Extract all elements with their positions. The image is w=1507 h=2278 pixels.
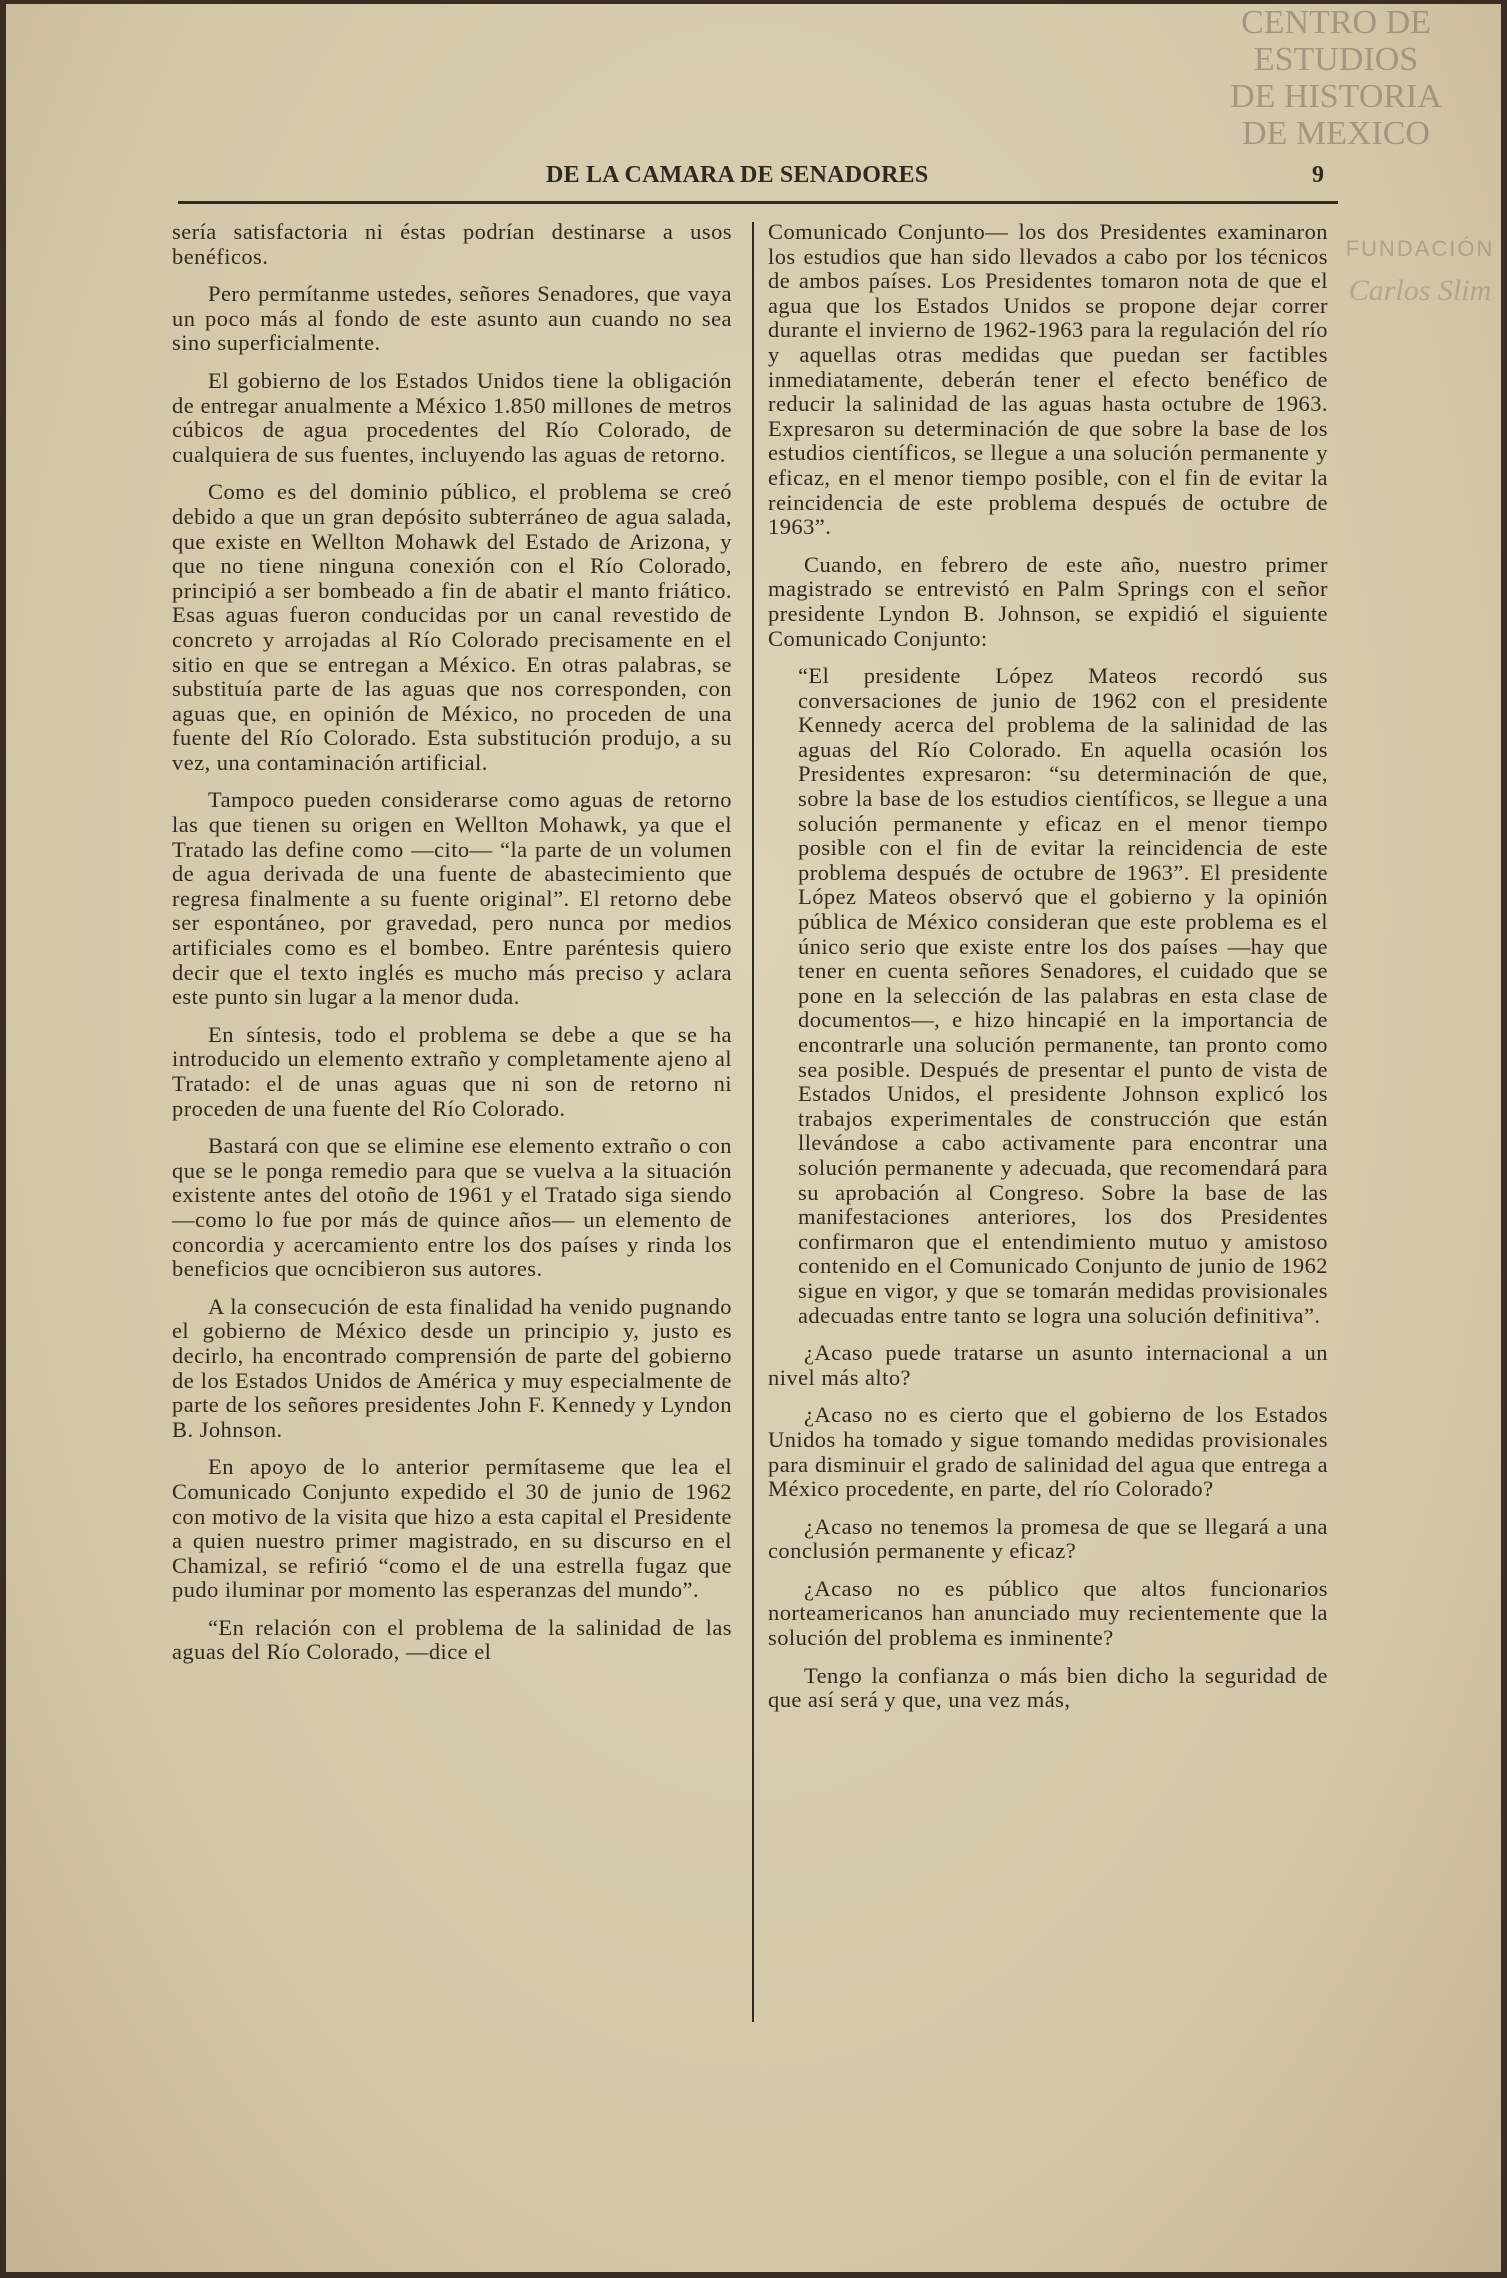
paragraph: Cuando, en febrero de este año, nuestro primer magistrado se entrevistó en Palm Springs con el señor presidente Lyndon B. Johnson, se expidió el siguiente Comunicado Conjunto:	[768, 551, 1328, 651]
paragraph: ¿Acaso no es cierto que el gobierno de los Estados Unidos ha tomado y sigue tomando medidas provisionales para disminuir el grado de salinidad del agua que entrega a México procedente, en parte, del río Colorado?	[768, 1402, 1328, 1502]
watermark-signature: Carlos Slim	[1348, 274, 1492, 307]
document-page	[6, 4, 1501, 2272]
paragraph: A la consecución de esta finalidad ha venido pugnando el gobierno de México desde un principio y, justo es decirlo, ha encontrado comprensión de parte del gobierno de los Estados Unidos de América y muy especialmente de parte de los señores presidentes John F. Kennedy y Lyndon B. Johnson.	[172, 1293, 732, 1442]
column-divider	[752, 222, 754, 2022]
watermark-line: ESTUDIOS	[1253, 41, 1419, 78]
paragraph: En apoyo de lo anterior permítaseme que lea el Comunicado Conjunto expedido el 30 de junio de 1962 con motivo de la visita que hizo a esta capital el Presidente a quien nuestro primer magistrado, en su discurso en el Chamizal, se refirió “como el de una estrella fugaz que pudo iluminar por momento las esperanzas del mundo”.	[172, 1454, 732, 1603]
running-header: DE LA CAMARA DE SENADORES	[546, 162, 929, 188]
paragraph: sería satisfactoria ni éstas podrían destinarse a usos benéficos.	[172, 219, 732, 269]
quoted-communique: “El presidente López Mateos recordó sus conversaciones de junio de 1962 con el presidente Kennedy acerca del problema de la salinidad de las aguas del Río Colorado. En aquella ocasión los Presidentes expresaron: “su determinación de que, sobre la base de los estudios científicos, se llegue a una solución permanente y eficaz en el menor tiempo posible con el fin de evitar la reincidencia de este problema después de octubre de 1963”. El presidente López Mateos observó que el gobierno y la opinión pública de México consideran que este problema es el único serio que existe entre los dos países —hay que tener en cuenta señores Senadores, el cuidado que se pone en la selección de las palabras en esta clase de documentos—, e hizo hincapié en la importancia de encontrarle una solución permanente, tan pronto como sea posible. Después de presentar el punto de vista de Estados Unidos, el presidente Johnson explicó los trabajos experimentales de construcción que están llevándose a cabo activamente para encontrar una solución permanente y adecuada, que recomendará para su aprobación al Congreso. Sobre la base de las manifestaciones anteriores, los dos Presidentes confirmaron que el entendimiento mutuo y amistoso contenido en el Comunicado Conjunto de junio de 1962 sigue en vigor, y que se tomarán medidas provisionales adecuadas entre tanto se logra una solución definitiva”.	[798, 663, 1328, 1328]
paragraph: Comunicado Conjunto— los dos Presidentes examinaron los estudios que han sido llevados a cabo por los técnicos de ambos países. Los Presidentes tomaron nota de que el agua que los Estados Unidos se propone dejar correr durante el invierno de 1962-1963 para la regulación del río y aquellas otras medidas que puedan ser factibles inmediatamente, deberán tener el efecto benéfico de reducir la salinidad de las aguas hasta octubre de 1963. Expresaron su determinación de que sobre la base de los estudios científicos, se llegue a una solución permanente y eficaz, en el menor tiempo posible, con el fin de evitar la reincidencia de este problema después de octubre de 1963”.	[768, 219, 1328, 540]
paragraph: En síntesis, todo el problema se debe a que se ha introducido un elemento extraño y completamente ajeno al Tratado: el de unas aguas que ni son de retorno ni proceden de una fuente del Río Colorado.	[172, 1021, 732, 1121]
watermark-line: DE MEXICO	[1242, 115, 1430, 152]
watermark-archive	[1176, 4, 1496, 152]
paragraph: Tengo la confianza o más bien dicho la seguridad de que así será y que, una vez más,	[768, 1662, 1328, 1713]
paragraph: ¿Acaso puede tratarse un asunto internacional a un nivel más alto?	[768, 1340, 1328, 1390]
paragraph: El gobierno de los Estados Unidos tiene la obligación de entregar anualmente a México 1.850 millones de metros cúbicos de agua procedentes del Río Colorado, de cualquiera de sus fuentes, incluyendo las aguas de retorno.	[172, 367, 732, 467]
left-column	[172, 220, 732, 1678]
paragraph: “En relación con el problema de la salinidad de las aguas del Río Colorado, —dice el	[172, 1614, 732, 1665]
watermark-line: CENTRO DE	[1241, 4, 1431, 41]
paragraph: Tampoco pueden considerarse como aguas de retorno las que tienen su origen en Wellton Mohawk, ya que el Tratado las define como —cito— “la parte de un volumen de agua derivada de una fuente de abastecimiento que regresa finalmente a su fuente original”. El retorno debe ser espontáneo, por gravedad, pero nunca por medios artificiales como es el bombeo. Entre paréntesis quiero decir que el texto inglés es mucho más preciso y aclara este punto sin lugar a la menor duda.	[172, 787, 732, 1010]
paragraph: Pero permítanme ustedes, señores Senadores, que vaya un poco más al fondo de este asunto aun cuando no sea sino superficialmente.	[172, 281, 732, 356]
paragraph: Como es del dominio público, el problema se creó debido a que un gran depósito subterráneo de agua salada, que existe en Wellton Mohawk del Estado de Arizona, y que no tiene ninguna conexión con el Río Colorado, principió a ser bombeado a fin de abatir el manto friático. Esas aguas fueron conducidas por un canal revestido de concreto y arrojadas al Río Colorado precisamente en el sitio en que se entregan a México. En otras palabras, se substituía parte de las aguas que nos corresponden, con aguas que, en opinión de México, no proceden de una fuente del Río Colorado. Esta substitución produjo, a su vez, una contaminación artificial.	[172, 479, 732, 775]
right-column	[768, 220, 1328, 1726]
paragraph: ¿Acaso no tenemos la promesa de que se llegará a una conclusión permanente y eficaz?	[768, 1513, 1328, 1564]
paragraph: Bastará con que se elimine ese elemento extraño o con que se le ponga remedio para que se vuelva a la situación existente antes del otoño de 1961 y el Tratado siga siendo —como lo fue por más de quince años— un elemento de concordia y acercamiento entre los dos países y rinda los beneficios que ocncibieron sus autores.	[172, 1133, 732, 1282]
paragraph: ¿Acaso no es público que altos funcionarios norteamericanos han anunciado muy recientemente que la solución del problema es inminente?	[768, 1575, 1328, 1651]
watermark-line: DE HISTORIA	[1230, 78, 1442, 115]
header-rule	[178, 201, 1338, 204]
page-number: 9	[1312, 162, 1324, 188]
watermark-foundation: FUNDACIÓN	[1345, 236, 1495, 261]
